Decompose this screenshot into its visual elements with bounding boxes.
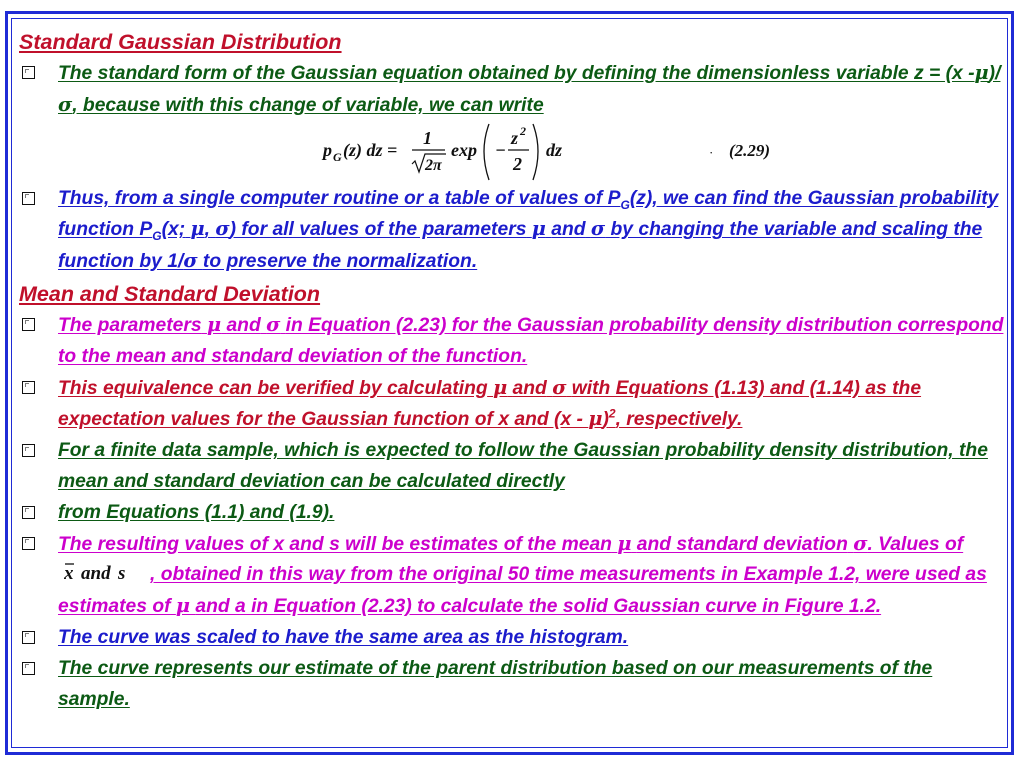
bullet-text: The curve was scaled to have the same area as the histogram. — [58, 626, 629, 648]
text-fragment: (x; — [161, 219, 186, 241]
text-fragment: , — [204, 219, 211, 241]
text-fragment: (z), we can find the Gaussian probability function P — [58, 187, 999, 241]
sigma-symbol: σ — [552, 375, 567, 399]
text-fragment: The resulting values of x and s will be estimates of the mean — [58, 533, 612, 555]
mu-symbol: μ — [175, 594, 190, 618]
eq-dz: dz — [546, 139, 563, 160]
eq-inner-numerator: z — [511, 127, 519, 148]
text-fragment: with Equations (1.13) and (1.14) as the expectation values for the Gaussian function of x and (x - — [58, 377, 922, 431]
eq-power: 2 — [520, 123, 526, 138]
and-word: and — [81, 563, 111, 584]
bullet-text: from Equations (1.1) and (1.9). — [58, 501, 335, 523]
text-fragment: ) for all values of the parameters — [229, 219, 527, 241]
mu-symbol: μ — [588, 407, 603, 431]
mu-symbol: μ — [531, 217, 546, 241]
text-fragment: to preserve the normalization. — [202, 251, 478, 273]
eq-dot: · — [710, 147, 713, 158]
text-fragment: This equivalence can be verified by calculating — [58, 377, 488, 399]
checkbox-bullet-icon — [22, 381, 35, 394]
text-fragment: , respectively. — [615, 409, 743, 431]
eq-left-paren-icon — [484, 124, 489, 180]
eq-right-paren-icon — [533, 124, 538, 180]
x-bar-symbol: x — [64, 563, 74, 584]
text-fragment: The parameters — [58, 314, 202, 336]
checkbox-bullet-icon — [22, 66, 35, 79]
bullet-computer-routine — [19, 184, 1004, 278]
eq-denominator: 2π — [425, 156, 442, 174]
text-fragment: and standard deviation — [636, 533, 848, 555]
heading-mean-std: Mean and Standard Deviation — [19, 281, 321, 306]
text-fragment: and — [512, 377, 547, 399]
checkbox-bullet-icon — [22, 537, 35, 550]
mu-symbol: μ — [206, 312, 222, 336]
x-bar-and-s-image — [64, 561, 148, 583]
eq-numerator: 1 — [423, 127, 432, 148]
bullet-curve-scaled — [19, 623, 1004, 654]
eq-exp: exp — [451, 139, 477, 160]
text-fragment: and a in Equation (2.23) to calculate the solid Gaussian curve in Figure 1.2. — [195, 596, 882, 618]
bullet-parameters — [19, 310, 1004, 373]
text-fragment: and — [226, 314, 261, 336]
bullet-equivalence — [19, 373, 1004, 437]
sigma-symbol: σ — [183, 249, 198, 273]
checkbox-bullet-icon — [22, 662, 35, 675]
equation-2-29 — [19, 122, 1004, 184]
subscript-g: G — [152, 229, 162, 244]
bullet-finite-sample — [19, 436, 1004, 498]
text-fragment: , because with this change of variable, we can write — [72, 94, 544, 116]
text-fragment: , obtained in this way from the original 50 time measurements in Example 1.2, were used as estimates of — [58, 564, 987, 618]
checkbox-bullet-icon — [22, 318, 35, 331]
mu-symbol: μ — [493, 375, 508, 399]
equation-graphic — [317, 120, 787, 186]
text-fragment: )/ — [988, 63, 1001, 84]
checkbox-bullet-icon — [22, 444, 35, 457]
bullet-from-equations — [19, 498, 1004, 529]
eq-inner-denominator: 2 — [513, 153, 522, 174]
bullet-curve-represents — [19, 654, 1004, 716]
text-fragment: The standard form of the Gaussian equation obtained by defining the dimensionless variable z = (x - — [58, 63, 975, 84]
text-fragment: in Equation (2.23) for the Gaussian probability density distribution correspond to the mean and standard deviation of the function. — [58, 314, 1004, 367]
text-fragment: Thus, from a single computer routine or a table of values of P — [58, 187, 621, 209]
eq-label: (2.29) — [729, 140, 771, 160]
heading-standard-gaussian: Standard Gaussian Distribution — [19, 30, 342, 54]
checkbox-bullet-icon — [22, 506, 35, 519]
eq-p: p — [323, 139, 332, 160]
eq-p-sub: G — [333, 149, 342, 164]
text-fragment: . Values of — [867, 533, 964, 555]
superscript-2: 2 — [608, 406, 616, 421]
mu-symbol: μ — [617, 531, 632, 555]
mu-symbol: μ — [974, 61, 989, 84]
text-fragment: and — [551, 219, 586, 241]
eq-minus: − — [495, 139, 506, 160]
bullet-standard-form — [19, 58, 1004, 122]
sigma-symbol: σ — [266, 312, 281, 336]
sigma-symbol: σ — [215, 217, 230, 241]
text-fragment: ) — [602, 409, 609, 431]
checkbox-bullet-icon — [22, 192, 35, 205]
sigma-symbol: σ — [590, 217, 606, 241]
checkbox-bullet-icon — [22, 631, 35, 644]
sigma-symbol: σ — [853, 531, 868, 555]
s-symbol: s — [118, 563, 126, 584]
bullet-text: For a finite data sample, which is expected to follow the Gaussian probability density distribution, the mean and standard deviation can be calculated directly — [58, 440, 988, 492]
text-fragment: by changing the variable and scaling the function by 1/ — [58, 219, 983, 273]
bullet-resulting-values — [19, 529, 1004, 623]
eq-lhs-arg: (z) dz = — [343, 139, 398, 160]
mu-symbol: μ — [190, 217, 205, 241]
subscript-g: G — [620, 197, 630, 212]
bullet-text: The curve represents our estimate of the parent distribution based on our measurements of the sample. — [58, 657, 933, 710]
slide-content — [19, 26, 1004, 715]
sigma-symbol: σ — [58, 92, 73, 116]
